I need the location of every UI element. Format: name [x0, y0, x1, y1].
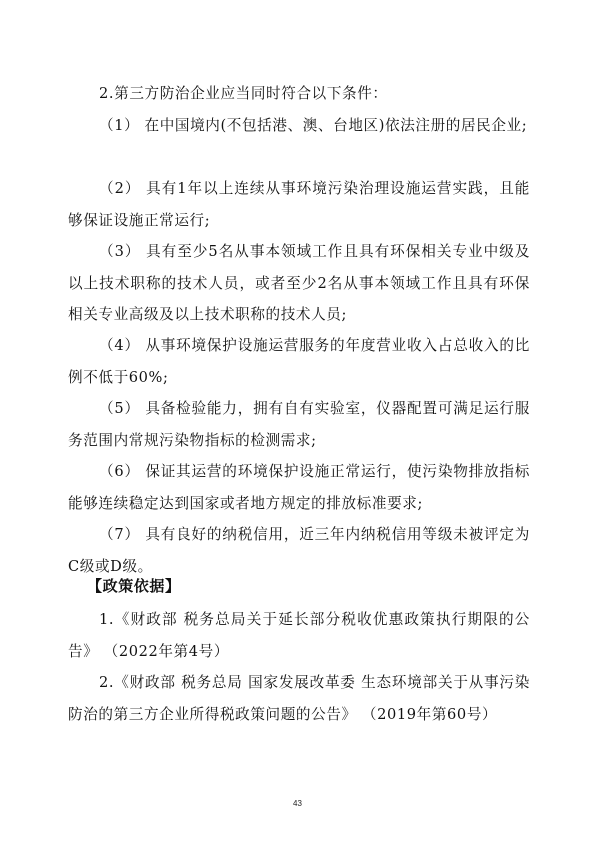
policy-basis-heading: 【政策依据】: [87, 577, 181, 595]
policy-basis-item-2: 2.《财政部 税务总局 国家发展改革委 生态环境部关于从事污染防治的第三方企业所得税政策问题的公告》 （2019年第60号）: [68, 674, 530, 723]
condition-item-2: （2） 具有1年以上连续从事环境污染治理设施运营实践，且能够保证设施正常运行;: [68, 180, 530, 229]
condition-item-5: （5） 具备检验能力，拥有自有实验室，仪器配置可满足运行服务范围内常规污染物指标的检测需求;: [68, 400, 530, 449]
policy-basis-item-1: 1.《财政部 税务总局关于延长部分税收优惠政策执行期限的公告》 （2022年第4号）: [68, 611, 530, 660]
condition-item-7: （7） 具有良好的纳税信用，近三年内纳税信用等级未被评定为C级或D级。: [68, 526, 530, 575]
condition-item-4: （4） 从事环境保护设施运营服务的年度营业收入占总收入的比例不低于60%;: [68, 337, 530, 386]
page-number: 43: [293, 799, 302, 808]
condition-item-1: （1） 在中国境内(不包括港、澳、台地区)依法注册的居民企业;: [99, 117, 528, 134]
condition-item-3: （3） 具有至少5名从事本领域工作且具有环保相关专业中级及以上技术职称的技术人员，或者至少2名从事本领域工作且具有环保相关专业高级及以上技术职称的技术人员;: [68, 243, 530, 323]
condition-item-6: （6） 保证其运营的环境保护设施正常运行，使污染物排放指标能够连续稳定达到国家或者地方规定的排放标准要求;: [68, 463, 530, 512]
condition-heading: 2.第三方防治企业应当同时符合以下条件：: [99, 85, 388, 102]
